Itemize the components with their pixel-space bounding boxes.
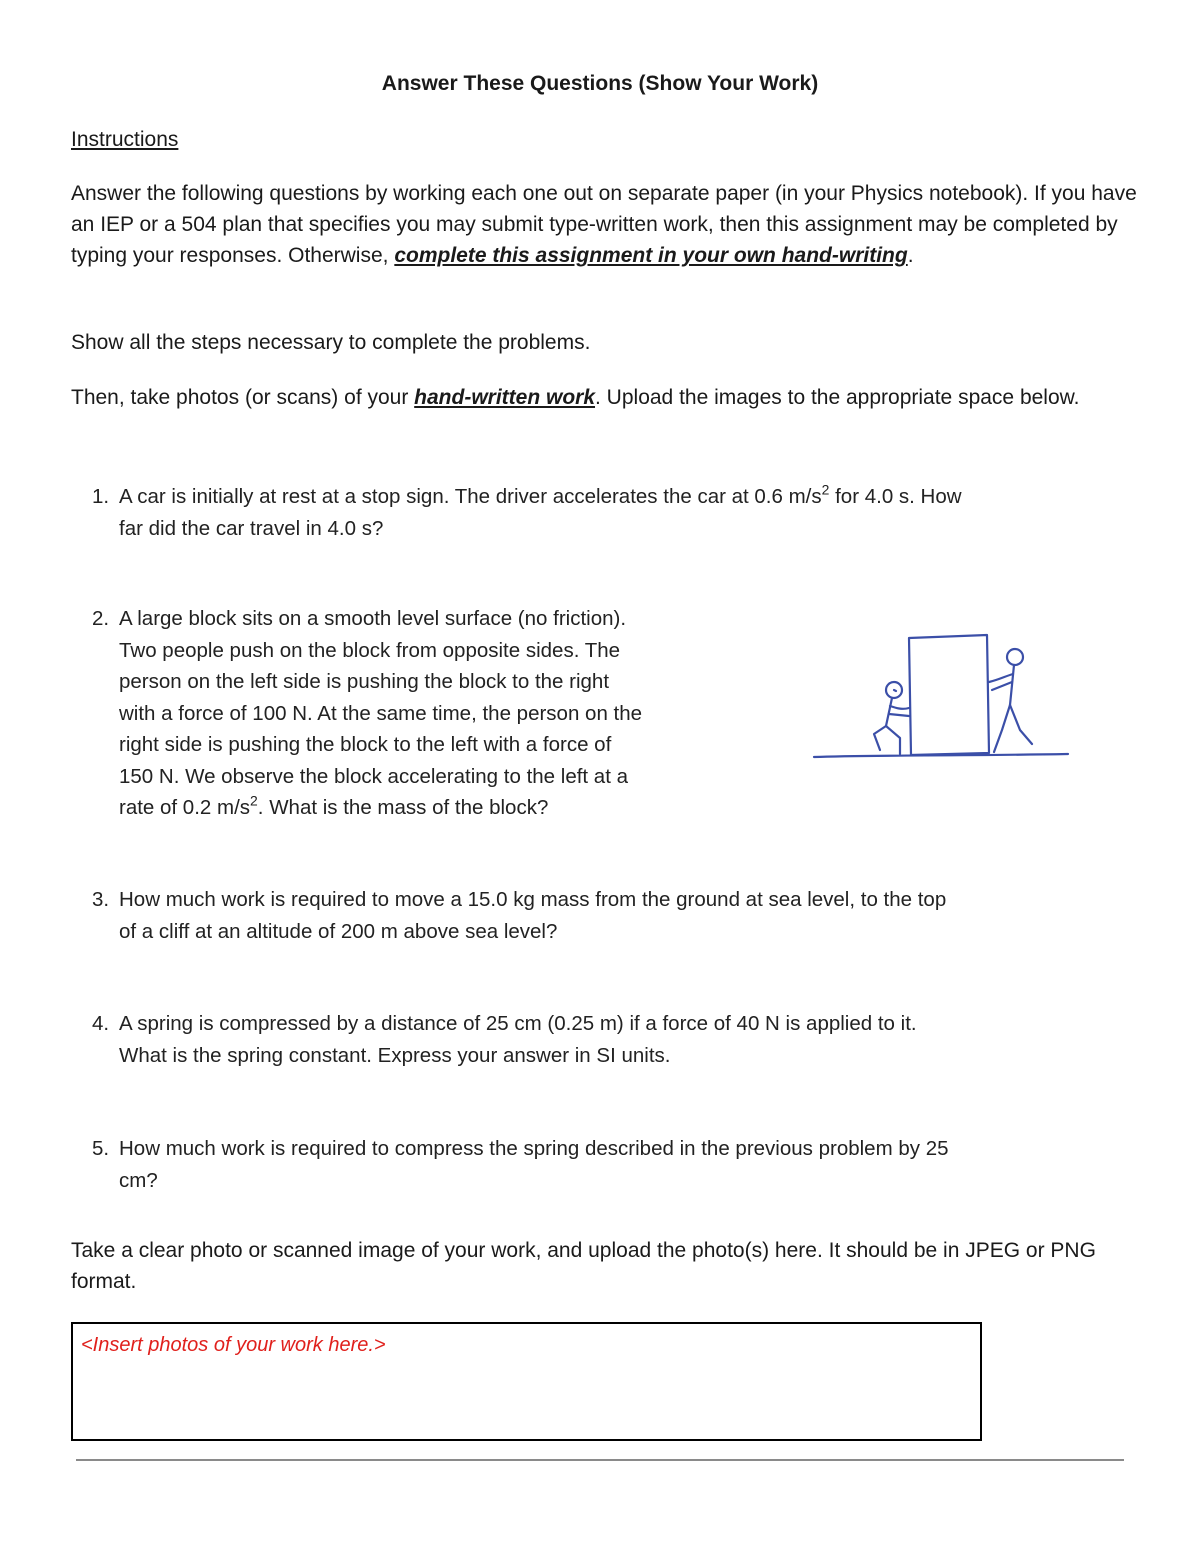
photos-paragraph — [71, 382, 1141, 413]
question-line: of a cliff at an altitude of 200 m above sea level? — [119, 919, 558, 943]
question-line: far did the car travel in 4.0 s? — [119, 516, 384, 540]
question-line: How much work is required to move a 15.0 kg mass from the ground at sea level, to the top — [119, 888, 947, 911]
question-line: cm? — [119, 1168, 158, 1192]
photo-upload-area[interactable] — [71, 1322, 982, 1441]
question-1 — [92, 481, 1092, 544]
question-line: right side is pushing the block to the left with a force of — [119, 733, 612, 756]
steps-paragraph: Show all the steps necessary to complete the problems. — [71, 331, 591, 354]
question-line: with a force of 100 N. At the same time, the person on the — [119, 701, 643, 725]
upload-placeholder-text: <Insert photos of your work here.> — [81, 1334, 386, 1356]
question-3 — [92, 884, 1092, 947]
question-number: 3. — [92, 888, 110, 911]
question-5 — [92, 1133, 1092, 1196]
question-line: rate of 0.2 $m/s^2$. What is the mass of the block? — [119, 792, 549, 819]
photos-before: Then, take photos (or scans) of your — [71, 386, 415, 409]
instructions-heading: Instructions — [71, 128, 179, 151]
right-person-head — [1007, 649, 1023, 665]
question-4 — [92, 1008, 1092, 1071]
page-title: Answer These Questions (Show Your Work) — [381, 72, 819, 95]
question-line: How much work is required to compress the spring described in the previous problem by 25 — [119, 1137, 949, 1160]
question-number: 4. — [92, 1012, 110, 1035]
horizontal-divider — [76, 1459, 1124, 1461]
upload-instruction: Take a clear photo or scanned image of your work, and upload the photo(s) here. It should be in JPEG or PNG format. — [71, 1239, 1096, 1293]
question-line: A car is initially at rest at a stop sign. The driver accelerates the car at 0.6 $m/s^2$ for 4.0 s. How — [119, 481, 962, 508]
question-line: person on the left side is pushing the block to the right — [119, 670, 610, 693]
photos-after: . Upload the images to the appropriate space below. — [595, 386, 1080, 409]
question-line: A spring is compressed by a distance of 25 cm (0.25 m) if a force of 40 N is applied to it. — [119, 1012, 917, 1035]
question-line: Two people push on the block from opposite sides. The — [119, 638, 621, 662]
block-shape — [909, 635, 989, 755]
question-number: 5. — [92, 1137, 110, 1160]
block-push-sketch-icon — [810, 630, 1074, 764]
question-number: 2. — [92, 607, 110, 630]
photos-emphasis: hand-written work — [414, 386, 596, 409]
question-line: What is the spring constant. Express your answer in SI units. — [119, 1043, 671, 1067]
intro-end: . — [907, 244, 914, 267]
intro-text: Answer the following questions by working each one out on separate paper (in your Physics notebook). If you have an IEP or a 504 plan that specifies you may submit type-written work, then this assignment may be completed by typing your responses. Otherwise, — [71, 182, 1137, 267]
question-line: A large block sits on a smooth level surface (no friction). — [119, 607, 627, 630]
question-line: 150 N. We observe the block accelerating to the left at a — [119, 764, 628, 788]
intro-emphasis: complete this assignment in your own hand-writing — [394, 244, 908, 267]
question-2 — [92, 603, 732, 824]
question-number: 1. — [92, 485, 110, 508]
intro-paragraph — [71, 178, 1141, 271]
